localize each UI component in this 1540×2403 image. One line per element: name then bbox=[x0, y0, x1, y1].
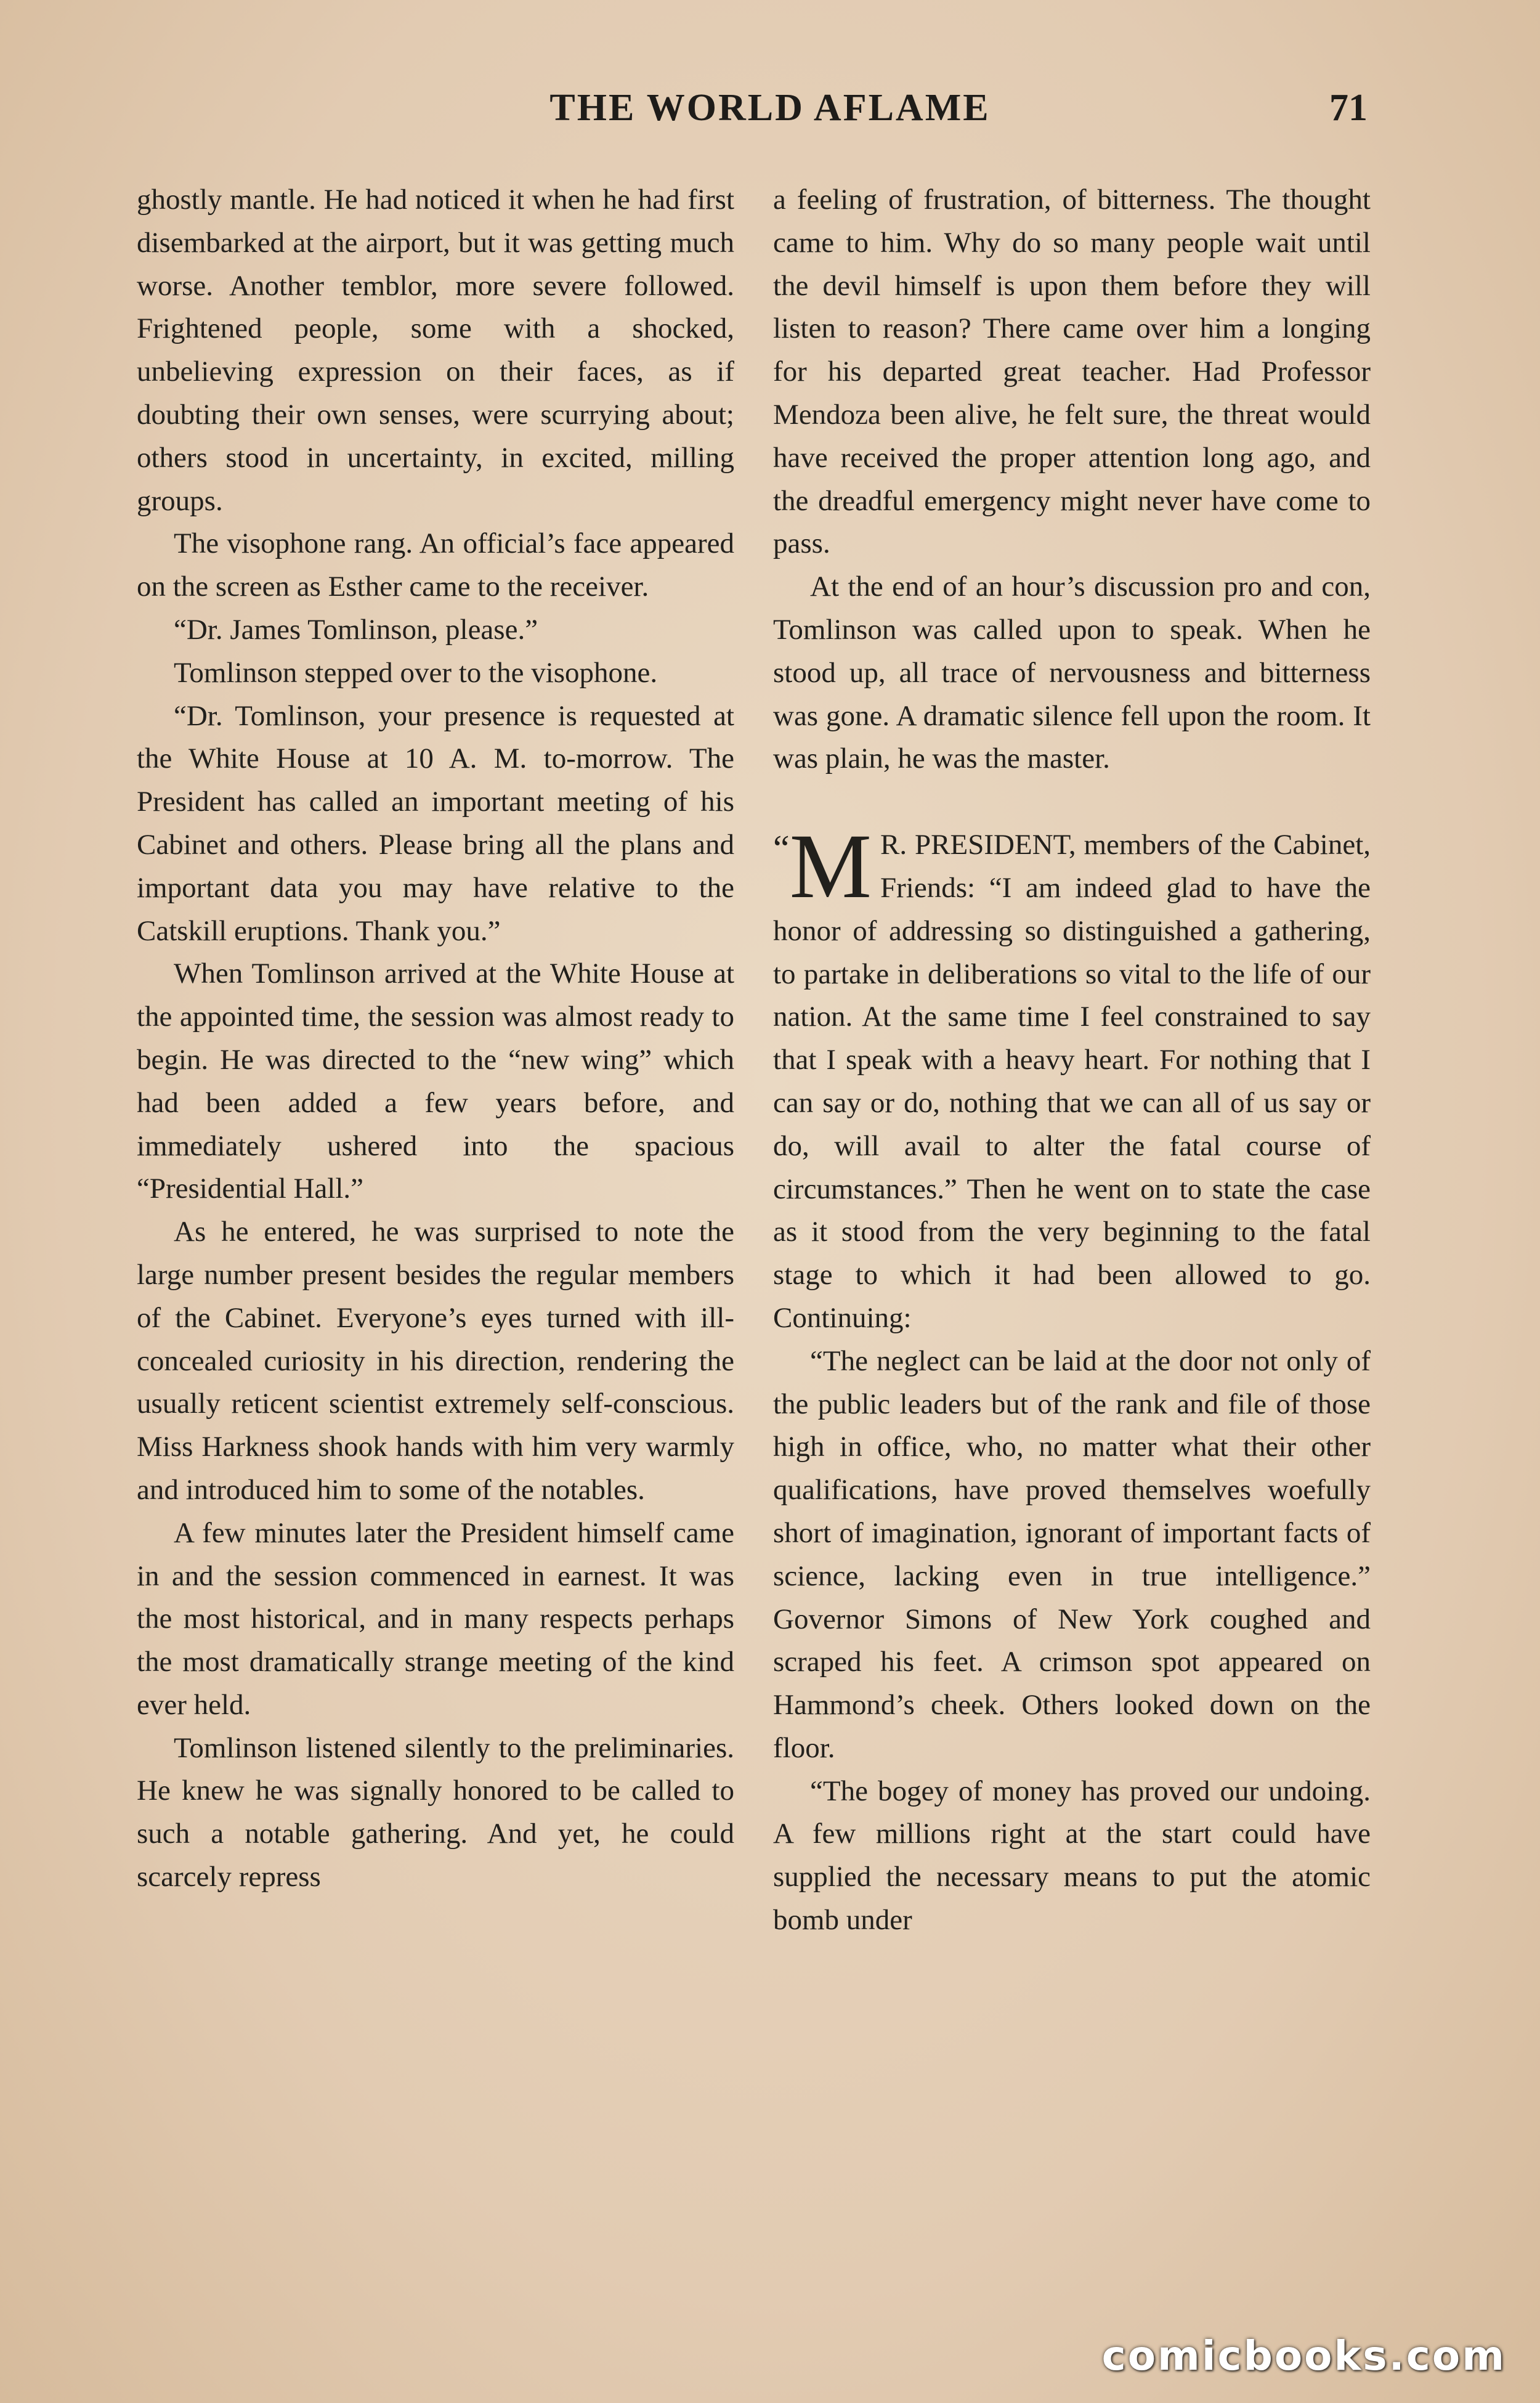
paragraph: When Tomlinson arrived at the White House at the appointed time, the session was almost ready to begin. He was directed to the “new wing” which had been added a few years before, and immediately ushered into the spacious “Presidential Hall.” bbox=[137, 958, 734, 1205]
paragraph: At the end of an hour’s discussion pro and con, Tomlinson was called upon to speak. When he stood up, all trace of nervousness and bitterness was gone. A dramatic silence fell upon the room. It was plain, he was the master. bbox=[773, 571, 1371, 775]
paragraph: Tomlinson listened silently to the preliminaries. He knew he was signally honored to be called to such a notable gathering. And yet, he could scarcely repress bbox=[137, 1731, 734, 1893]
paragraph: “The bogey of money has proved our undoing. A few millions right at the start could have supplied the necessary means to put the atomic bomb under bbox=[773, 1775, 1371, 1937]
drop-cap bbox=[773, 815, 872, 918]
drop-cap-quote: “ bbox=[773, 828, 790, 869]
paragraph: “Dr. James Tomlinson, please.” bbox=[174, 613, 538, 646]
paragraph: “The neglect can be laid at the door not only of the public leaders but of the rank and file of those high in office, who, no matter what their other qualifications, have proved themselves woefully short of imagination, ignorant of important facts of science, lacking even in true intelligence.” Governor Simons of New York coughed and scraped his feet. A crimson spot appeared on Hammond’s cheek. Others looked down on the floor. bbox=[773, 1344, 1371, 1764]
source-watermark: comicbooks.com bbox=[1101, 2332, 1506, 2380]
paragraph: a feeling of frustration, of bitterness. The thought came to him. Why do so many people wait until the devil himself is upon them before they will listen to reason? There came over him a longing for his departed great teacher. Had Professor Mendoza been alive, he felt sure, the threat would have received the proper attention long ago, and the dreadful emergency might never have come to pass. bbox=[773, 184, 1371, 560]
left-column bbox=[137, 179, 734, 2255]
paragraph: ghostly mantle. He had noticed it when he had first disembarked at the airport, but it was getting much worse. Another temblor, more severe followed. Frightened people, some with a shocked, unbelieving expression on their faces, as if doubting their own senses, were scurrying about; others stood in uncertainty, in excited, milling groups. bbox=[137, 184, 734, 517]
page-header bbox=[0, 86, 1540, 136]
paragraph: As he entered, he was surprised to note the large number present besides the regular members of the Cabinet. Everyone’s eyes turned with ill-concealed curiosity in his direction, rendering the usually reticent scientist extremely self-conscious. Miss Harkness shook hands with him very warmly and introduced him to some of the notables. bbox=[137, 1216, 734, 1506]
drop-cap-letter: M bbox=[789, 815, 872, 918]
dropcap-paragraph-text: R. PRESIDENT, members of the Cabinet, Friends: “I am indeed glad to have the honor of addressing so distinguished a gathering, to partake in deliberations so vital to the life of our nation. At the same time I feel constrained to say that I speak with a heavy heart. For nothing that I can say or do, nothing that we can all of us say or do, will avail to alter the fatal course of circumstances.” Then he went on to state the case as it stood from the very beginning to the fatal stage to which it had been allowed to go. Continuing: bbox=[773, 829, 1371, 1334]
paragraph: A few minutes later the President himself came in and the session commenced in earnest. It was the most historical, and in many respects perhaps the most dramatically strange meeting of the kind ever held. bbox=[137, 1516, 734, 1721]
paragraph: Tomlinson stepped over to the visophone. bbox=[174, 656, 658, 689]
paragraph: The visophone rang. An official’s face appeared on the screen as Esther came to the receiver. bbox=[137, 527, 734, 603]
dropcap-paragraph bbox=[773, 815, 1371, 1340]
running-title: THE WORLD AFLAME bbox=[549, 87, 991, 129]
page-number: 71 bbox=[1329, 87, 1368, 129]
paragraph: “Dr. Tomlinson, your presence is requested at the White House at 10 A. M. to-morrow. The President has called an important meeting of his Cabinet and others. Please bring all the plans and important data you may have relative to the Catskill eruptions. Thank you.” bbox=[137, 699, 734, 947]
right-column bbox=[773, 179, 1371, 2255]
